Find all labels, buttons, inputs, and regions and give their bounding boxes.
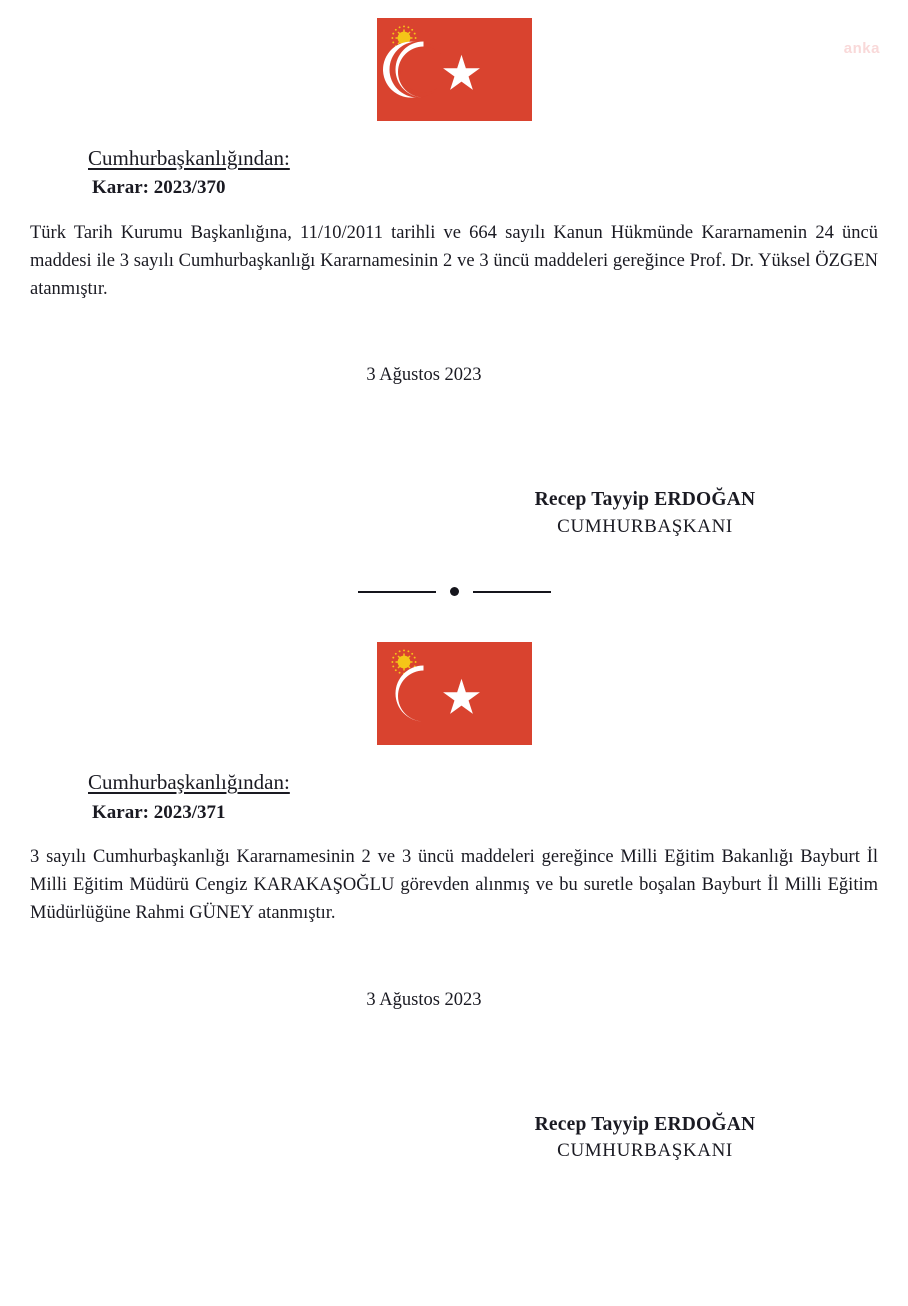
signatory-name: Recep Tayyip ERDOĞAN [534,1113,756,1135]
signatory-title: CUMHURBAŞKANI [557,515,733,537]
signatory-name: Recep Tayyip ERDOĞAN [534,489,756,511]
divider-dot-icon [450,587,459,596]
decree-body-text: Türk Tarih Kurumu Başkanlığına, 11/10/2011 tarihli ve 664 sayılı Kanun Hükmünde Kararnamenin 24 üncü maddesi ile 3 sayılı Cumhurbaşkanlığı Kararnamesinin 2 ve 3 üncü maddeleri gereğince Prof. Dr. Yüksel ÖZGEN atanmıştır. [30,222,878,300]
decree-block-1 [0,18,908,539]
signatory-title: CUMHURBAŞKANI [557,1139,733,1161]
decision-number: Karar: 2023/370 [92,177,226,199]
signature-block-1 [430,487,860,539]
decree-block-2 [0,642,908,1163]
decree-date: 3 Ağustos 2023 [366,365,482,386]
decree-body-text: 3 sayılı Cumhurbaşkanlığı Kararnamesinin 2 ve 3 üncü maddeleri gereğince Milli Eğitim Bakanlığı Bayburt İl Milli Eğitim Müdürü Cengiz KARAKAŞOĞLU görevden alınmış ve bu suretle boşalan Bayburt İl Milli Eğitim Müdürlüğüne Rahmi GÜNEY atanmıştır. [30,847,878,924]
decree-date: 3 Ağustos 2023 [366,989,482,1010]
issuer-heading: Cumhurbaşkanlığından: [88,146,290,170]
issuer-heading: Cumhurbaşkanlığından: [88,770,290,795]
turkish-presidential-flag-icon [377,18,532,121]
signature-block-2 [430,1112,860,1164]
emblem-container [0,18,908,121]
section-divider [0,587,908,596]
anka-watermark: anka [843,40,880,57]
turkish-presidential-flag-icon [377,642,532,745]
decision-number: Karar: 2023/371 [92,801,226,823]
emblem-container [0,642,908,745]
divider-rule-right [473,591,551,593]
divider-rule-left [358,591,436,593]
